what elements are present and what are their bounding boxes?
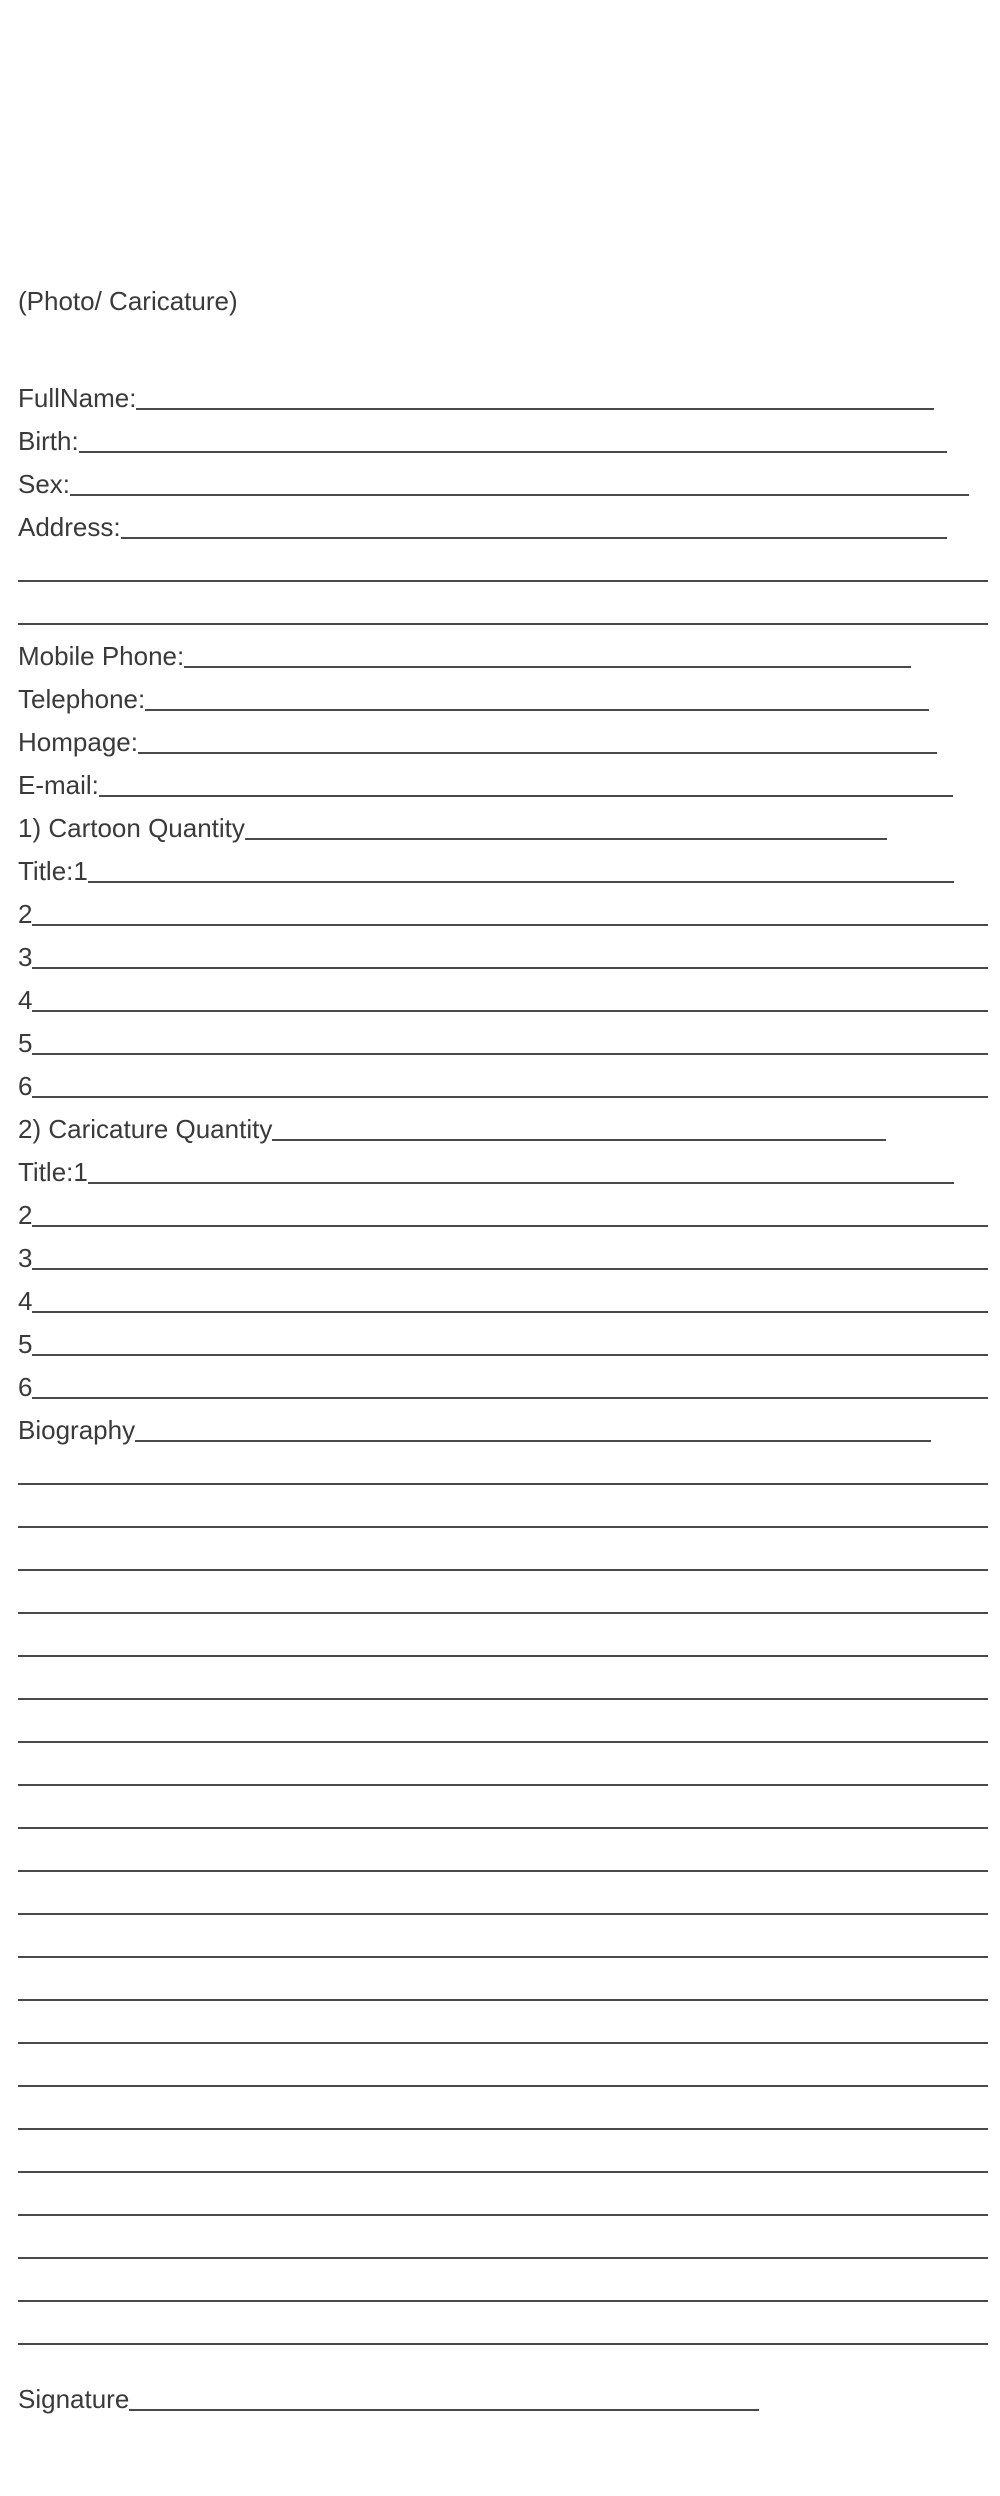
cartoon-title-row [18,888,988,931]
biography-line[interactable] [18,1526,988,1528]
biography-line-row [18,1748,988,1791]
biography-line-row [18,1576,988,1619]
birth-field[interactable] [79,451,947,453]
address-line-2 [18,544,988,587]
homepage-field[interactable] [138,752,937,754]
birth-label: Birth: [18,426,79,456]
address-row [18,501,988,544]
caricature-title-number: 3 [18,1243,33,1273]
cartoon-title-field-6[interactable] [32,1096,988,1098]
biography-line-row [18,1619,988,1662]
biography-line-row [18,1834,988,1877]
biography-line[interactable] [18,1913,988,1915]
homepage-label: Hompage: [18,727,138,757]
email-row [18,759,988,802]
cartoon-title-number: 2 [18,899,33,929]
address-field-line-2[interactable] [18,580,988,582]
cartoon-title-number: 3 [18,942,33,972]
cartoon-title-row [18,1060,988,1103]
signature-row [18,2376,759,2416]
biography-line-row [18,2178,988,2221]
photo-caption: (Photo/ Caricature) [18,286,238,316]
address-field-line-3[interactable] [18,623,988,625]
caricature-title-number: 5 [18,1329,33,1359]
mobile-phone-label: Mobile Phone: [18,641,185,671]
birth-row [18,415,988,458]
cartoon-quantity-field[interactable] [245,838,887,840]
cartoon-title-row [18,974,988,1017]
cartoon-title-number: 5 [18,1028,33,1058]
biography-line[interactable] [18,2257,988,2259]
biography-line-row [18,1920,988,1963]
cartoon-title-field-1[interactable] [88,881,954,883]
caricature-title-label: Title:1 [18,1157,88,1187]
full-name-row [18,372,988,415]
telephone-label: Telephone: [18,684,146,714]
biography-line-row [18,1963,988,2006]
caricature-title-row [18,1361,988,1404]
cartoon-title-number: 4 [18,985,33,1015]
address-field[interactable] [121,537,947,539]
mobile-phone-row [18,630,988,673]
caricature-title-number: 6 [18,1372,33,1402]
sex-field[interactable] [70,494,969,496]
biography-line[interactable] [18,1870,988,1872]
telephone-row [18,673,988,716]
biography-line-row [18,2092,988,2135]
email-label: E-mail: [18,770,99,800]
caricature-title-row [18,1146,988,1189]
caricature-title-row [18,1232,988,1275]
cartoon-title-field-2[interactable] [32,924,988,926]
caricature-title-field-2[interactable] [32,1225,988,1227]
biography-line[interactable] [18,1784,988,1786]
biography-line[interactable] [18,1569,988,1571]
biography-line-row [18,2049,988,2092]
biography-line[interactable] [18,2343,988,2345]
email-field[interactable] [99,795,953,797]
cartoon-title-label: Title:1 [18,856,88,886]
cartoon-quantity-row [18,802,988,845]
biography-line-row [18,1705,988,1748]
cartoon-title-number: 6 [18,1071,33,1101]
biography-line[interactable] [18,2128,988,2130]
full-name-field[interactable] [136,408,934,410]
sex-row [18,458,988,501]
biography-line-row [18,1877,988,1920]
caricature-title-field-5[interactable] [32,1354,988,1356]
caricature-title-number: 2 [18,1200,33,1230]
mobile-phone-field[interactable] [184,666,911,668]
biography-line[interactable] [18,1999,988,2001]
cartoon-title-row [18,931,988,974]
biography-line-row [18,2006,988,2049]
caricature-title-field-1[interactable] [88,1182,954,1184]
biography-line-row [18,2221,988,2264]
full-name-label: FullName: [18,383,137,413]
biography-line-row [18,1490,988,1533]
biography-line[interactable] [18,1956,988,1958]
biography-line[interactable] [18,2171,988,2173]
biography-line[interactable] [18,2300,988,2302]
biography-line[interactable] [18,2042,988,2044]
caricature-quantity-row [18,1103,988,1146]
biography-line[interactable] [18,1655,988,1657]
biography-line-row [18,1533,988,1576]
biography-line-row [18,1447,988,1490]
biography-line[interactable] [18,1741,988,1743]
biography-line-row [18,2307,988,2350]
biography-label: Biography [18,1415,136,1445]
biography-line[interactable] [18,2085,988,2087]
biography-line-row [18,2135,988,2178]
cartoon-title-row [18,1017,988,1060]
signature-field[interactable] [129,2409,759,2411]
biography-line[interactable] [18,1612,988,1614]
cartoon-title-field-5[interactable] [32,1053,988,1055]
signature-label: Signature [18,2384,130,2414]
caricature-title-field-4[interactable] [32,1311,988,1313]
cartoon-title-field-3[interactable] [32,967,988,969]
cartoon-title-row [18,845,988,888]
homepage-row [18,716,988,759]
caricature-title-row [18,1275,988,1318]
biography-line-row [18,2264,988,2307]
form-body [18,372,988,2350]
cartoon-quantity-label: 1) Cartoon Quantity [18,813,245,843]
sex-label: Sex: [18,469,71,499]
cartoon-title-field-4[interactable] [32,1010,988,1012]
telephone-field[interactable] [145,709,929,711]
caricature-title-row [18,1189,988,1232]
biography-line[interactable] [18,1483,988,1485]
address-label: Address: [18,512,121,542]
caricature-title-row [18,1318,988,1361]
caricature-quantity-label: 2) Caricature Quantity [18,1114,273,1144]
caricature-title-number: 4 [18,1286,33,1316]
biography-line[interactable] [18,1827,988,1829]
biography-line-row [18,1791,988,1834]
biography-lines [18,1447,988,2350]
caricature-title-field-6[interactable] [32,1397,988,1399]
biography-line[interactable] [18,2214,988,2216]
caricature-title-field-3[interactable] [32,1268,988,1270]
biography-line[interactable] [18,1698,988,1700]
caricature-quantity-field[interactable] [272,1139,886,1141]
address-line-3 [18,587,988,630]
biography-field[interactable] [135,1440,931,1442]
biography-line-row [18,1662,988,1705]
biography-row [18,1404,988,1447]
